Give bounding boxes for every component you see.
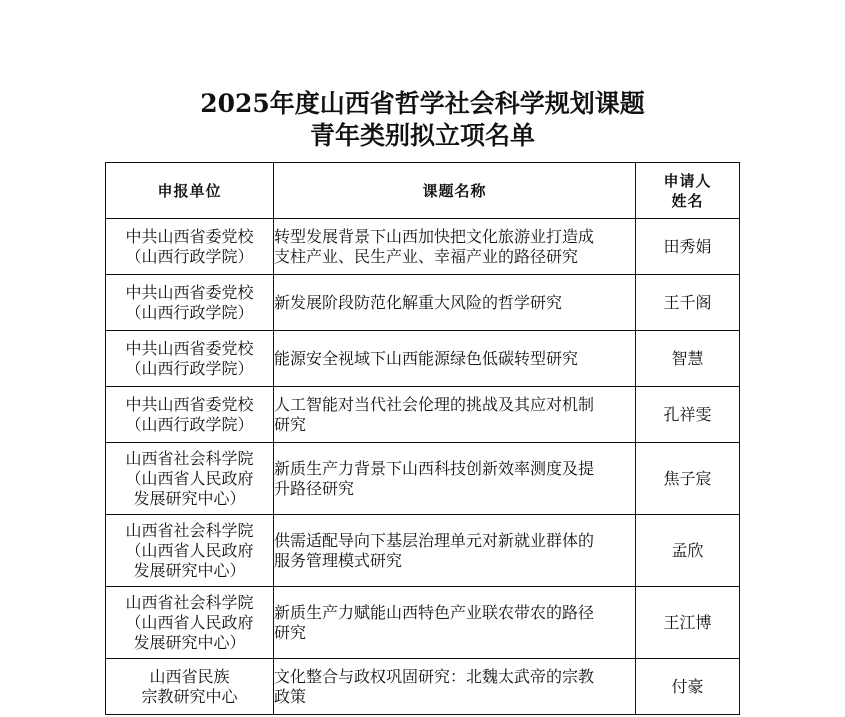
topic-line: 升路径研究 [274,478,355,498]
applicant-cell: 孟欣 [636,515,740,587]
unit-line: 山西省社会科学院 [125,520,254,540]
table-header-row [106,163,740,219]
unit-line: 宗教研究中心 [141,686,238,706]
topic-line: 文化整合与政权巩固研究：北魏太武帝的宗教 [274,666,595,686]
table-row [106,331,740,387]
unit-line: （山西行政学院） [125,358,254,378]
unit-line: 发展研究中心） [133,632,246,652]
unit-line: 中共山西省委党校 [125,338,254,358]
title-line-1: 2025年度山西省哲学社会科学规划课题 [200,89,645,118]
topic-line: 研究 [274,622,307,642]
topic-line: 人工智能对当代社会伦理的挑战及其应对机制 [274,394,595,414]
topic-line: 能源安全视域下山西能源绿色低碳转型研究 [274,348,579,368]
applicant-cell: 王江博 [636,587,740,659]
unit-cell [106,587,274,659]
applicant-cell: 田秀娟 [636,219,740,275]
table-row [106,587,740,659]
applicant-cell: 付豪 [636,659,740,715]
unit-line: 发展研究中心） [133,560,246,580]
table-row [106,515,740,587]
header-unit: 申报单位 [106,163,274,219]
unit-line: 发展研究中心） [133,488,246,508]
header-applicant [636,163,740,219]
project-list-table [105,162,740,715]
document-title [0,88,845,152]
topic-line: 服务管理模式研究 [274,550,403,570]
unit-cell [106,219,274,275]
table-row [106,387,740,443]
topic-line: 新发展阶段防范化解重大风险的哲学研究 [274,292,563,312]
unit-line: 山西省民族 [149,666,230,686]
unit-line: 中共山西省委党校 [125,394,254,414]
header-applicant-line-1: 申请人 [663,171,712,190]
unit-line: 山西省社会科学院 [125,592,254,612]
topic-line: 研究 [274,414,307,434]
table-row [106,659,740,715]
unit-line: （山西行政学院） [125,302,254,322]
topic-line: 政策 [274,686,307,706]
unit-cell [106,387,274,443]
applicant-cell: 焦子宸 [636,443,740,515]
unit-line: （山西行政学院） [125,246,254,266]
topic-line: 新质生产力背景下山西科技创新效率测度及提 [274,458,595,478]
unit-cell [106,515,274,587]
table-row [106,275,740,331]
topic-cell [274,587,636,659]
topic-cell [274,219,636,275]
topic-line: 支柱产业、民生产业、幸福产业的路径研究 [274,246,579,266]
applicant-cell: 王千阁 [636,275,740,331]
unit-cell [106,659,274,715]
unit-line: 中共山西省委党校 [125,226,254,246]
topic-cell [274,443,636,515]
applicant-cell: 孔祥雯 [636,387,740,443]
unit-cell [106,443,274,515]
topic-cell [274,659,636,715]
title-line-2: 青年类别拟立项名单 [309,121,535,150]
topic-line: 新质生产力赋能山西特色产业联农带农的路径 [274,602,595,622]
unit-line: 山西省社会科学院 [125,448,254,468]
topic-cell [274,515,636,587]
unit-cell [106,275,274,331]
unit-line: （山西省人民政府 [125,612,254,632]
topic-line: 供需适配导向下基层治理单元对新就业群体的 [274,530,595,550]
applicant-cell: 智慧 [636,331,740,387]
header-applicant-line-2: 姓名 [671,191,704,210]
topic-cell [274,331,636,387]
table-row [106,219,740,275]
unit-cell [106,331,274,387]
topic-line: 转型发展背景下山西加快把文化旅游业打造成 [274,226,595,246]
unit-line: （山西省人民政府 [125,468,254,488]
unit-line: 中共山西省委党校 [125,282,254,302]
table-row [106,443,740,515]
unit-line: （山西行政学院） [125,414,254,434]
topic-cell [274,275,636,331]
unit-line: （山西省人民政府 [125,540,254,560]
topic-cell [274,387,636,443]
header-topic: 课题名称 [274,163,636,219]
